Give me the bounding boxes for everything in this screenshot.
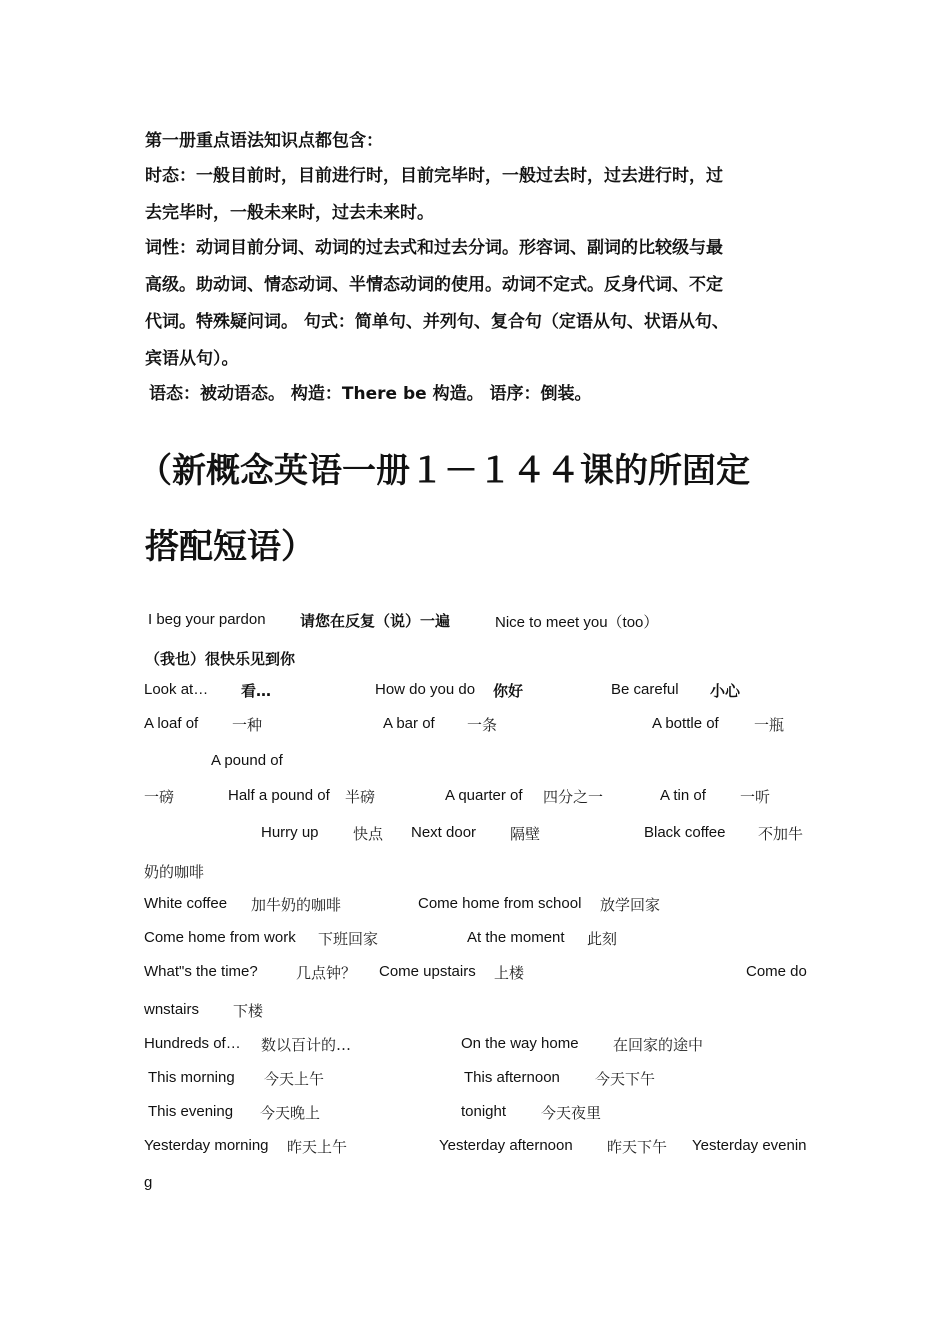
- phrase-zh: 你好: [493, 682, 524, 700]
- heading-line-2: 搭配短语）: [145, 527, 315, 567]
- phrase-en: Hundreds of…: [144, 1035, 241, 1052]
- phrase-zh: 四分之一: [543, 788, 604, 806]
- phrase-zh: 快点: [353, 825, 384, 843]
- phrase-zh: 今天夜里: [541, 1104, 602, 1122]
- phrase-en: wnstairs: [144, 1001, 200, 1018]
- phrase-zh: 一种: [232, 716, 263, 734]
- phrase-en: A bar of: [383, 715, 435, 732]
- phrase-zh: 在回家的途中: [613, 1036, 704, 1054]
- phrase-en: This evening: [148, 1103, 234, 1120]
- phrase-zh: 今天上午: [264, 1070, 325, 1088]
- phrase-en: Next door: [411, 824, 477, 841]
- phrase-zh: 一磅: [144, 788, 175, 806]
- phrase-en: Black coffee: [644, 824, 726, 841]
- phrase-en: Yesterday afternoon: [439, 1137, 573, 1154]
- phrase-en: Come home from school: [418, 895, 582, 912]
- phrase-en: Be careful: [611, 681, 679, 698]
- phrase-zh: 隔壁: [510, 825, 541, 843]
- phrase-en: I beg your pardon: [148, 611, 266, 628]
- phrase-en: Come home from work: [144, 929, 296, 946]
- phrase-zh: 下班回家: [318, 930, 379, 948]
- phrase-zh: 一瓶: [754, 716, 785, 734]
- tense-line-2: 去完毕时，一般未来时，过去未来时。: [145, 203, 434, 223]
- heading-line-1: （新概念英语一册１－１４４课的所固定: [138, 451, 750, 491]
- tense-line-1: 时态：一般目前时，目前进行时，目前完毕时，一般过去时，过去进行时，过: [145, 166, 723, 186]
- phrase-en: What"s the time?: [144, 963, 258, 980]
- phrase-en: Come upstairs: [379, 963, 476, 980]
- phrase-zh: 放学回家: [600, 896, 661, 914]
- phrase-zh: 上楼: [494, 964, 525, 982]
- pos-line-1: 词性：动词目前分词、动词的过去式和过去分词。形容词、副词的比较级与最: [145, 238, 723, 258]
- phrase-zh: 数以百计的…: [261, 1036, 352, 1054]
- phrase-zh: 下楼: [233, 1002, 264, 1020]
- phrase-zh: 奶的咖啡: [144, 863, 205, 881]
- phrase-zh: 几点钟？: [296, 964, 357, 982]
- phrase-en: Yesterday evenin: [692, 1137, 807, 1154]
- phrase-en: Yesterday morning: [144, 1137, 269, 1154]
- phrase-zh: 一听: [740, 788, 771, 806]
- phrase-zh: 小心: [710, 682, 741, 700]
- phrase-zh: 今天晚上: [260, 1104, 321, 1122]
- phrase-zh: 看…: [241, 682, 272, 700]
- intro-title: 第一册重点语法知识点都包含：: [145, 131, 383, 151]
- phrase-en: How do you do: [375, 681, 476, 698]
- phrase-zh: 请您在反复（说）一遍: [300, 612, 451, 630]
- voice-line: 语态：被动语态。 构造：There be 构造。 语序：倒装。: [149, 384, 592, 404]
- phrase-en: At the moment: [467, 929, 565, 946]
- phrase-zh: 今天下午: [595, 1070, 656, 1088]
- phrase-en: White coffee: [144, 895, 228, 912]
- phrase-en: A quarter of: [445, 787, 523, 804]
- pos-line-2: 高级。助动词、情态动词、半情态动词的使用。动词不定式。反身代词、不定: [145, 275, 723, 295]
- phrase-en: Look at…: [144, 681, 209, 698]
- phrase-zh: 一条: [467, 716, 498, 734]
- phrase-en: This morning: [148, 1069, 235, 1086]
- phrase-en: On the way home: [461, 1035, 579, 1052]
- phrase-en: g: [144, 1174, 153, 1191]
- phrase-en: A pound of: [211, 752, 283, 769]
- phrase-en: Hurry up: [261, 824, 319, 841]
- pos-line-4: 宾语从句）。: [145, 349, 239, 369]
- phrase-en: A tin of: [660, 787, 706, 804]
- phrase-en: Nice to meet you（too）: [495, 614, 659, 631]
- phrase-en: Come do: [746, 963, 807, 980]
- phrase-zh: 不加牛: [758, 825, 804, 843]
- phrase-en: tonight: [461, 1103, 507, 1120]
- phrase-en: A loaf of: [144, 715, 199, 732]
- phrase-zh: （我也）很快乐见到你: [145, 650, 296, 668]
- phrase-en: This afternoon: [464, 1069, 560, 1086]
- phrase-zh: 昨天上午: [287, 1138, 348, 1156]
- phrase-zh: 加牛奶的咖啡: [251, 896, 342, 914]
- pos-line-3: 代词。特殊疑问词。 句式：简单句、并列句、复合句（定语从句、状语从句、: [145, 312, 729, 332]
- phrase-en: Half a pound of: [228, 787, 330, 804]
- phrase-zh: 昨天下午: [607, 1138, 668, 1156]
- phrase-zh: 此刻: [587, 930, 618, 948]
- phrase-zh: 半磅: [345, 788, 376, 806]
- phrase-en: A bottle of: [652, 715, 719, 732]
